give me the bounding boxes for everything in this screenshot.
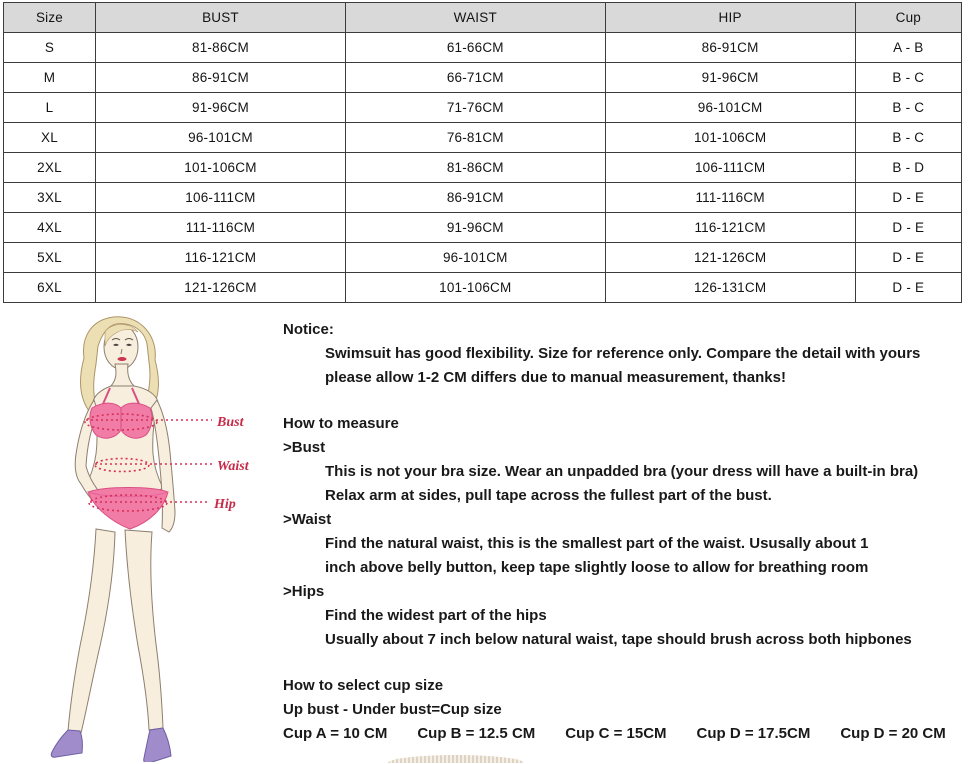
cup-cell: D - E: [855, 243, 961, 273]
bust-cell: 101-106CM: [95, 153, 345, 183]
waist-cell: 96-101CM: [345, 243, 605, 273]
column-header-cup: Cup: [855, 3, 961, 33]
waist-cell: 101-106CM: [345, 273, 605, 303]
cup-cell: D - E: [855, 213, 961, 243]
right-leg: [125, 530, 163, 730]
woman-sketch-illustration: [26, 316, 274, 762]
cup-cell: B - D: [855, 153, 961, 183]
measure-waist-line: Find the natural waist, this is the smallest part of the waist. Ususally about 1: [325, 535, 869, 552]
instructions-block: [283, 318, 969, 746]
size-cell: 6XL: [4, 273, 96, 303]
column-header-size: Size: [4, 3, 96, 33]
table-row: [4, 183, 962, 213]
size-cell: M: [4, 63, 96, 93]
cup-cell: B - C: [855, 123, 961, 153]
hip-cell: 91-96CM: [605, 63, 855, 93]
measure-waist-heading: >Waist: [283, 511, 332, 528]
bikini-bottom: [88, 488, 168, 530]
cup-size-title: How to select cup size: [283, 677, 444, 694]
notice-line: Swimsuit has good flexibility. Size for reference only. Compare the detail with yours: [325, 345, 921, 362]
table-row: [4, 33, 962, 63]
cropped-next-image-edge: [388, 755, 524, 763]
hip-cell: 86-91CM: [605, 33, 855, 63]
cup-size-values-row: [283, 722, 969, 746]
hip-cell: 96-101CM: [605, 93, 855, 123]
size-cell: 5XL: [4, 243, 96, 273]
measure-hips-line: Find the widest part of the hips: [325, 607, 547, 624]
bust-cell: 116-121CM: [95, 243, 345, 273]
bust-cell: 111-116CM: [95, 213, 345, 243]
measure-bust-heading: >Bust: [283, 439, 326, 456]
hip-label: Hip: [214, 497, 236, 512]
column-header-waist: WAIST: [345, 3, 605, 33]
waist-cell: 61-66CM: [345, 33, 605, 63]
cup-value: Cup D = 20 CM: [840, 725, 946, 742]
table-row: [4, 153, 962, 183]
measurement-figure: [26, 316, 274, 762]
size-cell: XL: [4, 123, 96, 153]
measure-waist-line: inch above belly button, keep tape slightly loose to allow for breathing room: [325, 559, 869, 576]
hip-cell: 116-121CM: [605, 213, 855, 243]
table-row: [4, 123, 962, 153]
waist-cell: 91-96CM: [345, 213, 605, 243]
table-row: [4, 63, 962, 93]
bust-cell: 86-91CM: [95, 63, 345, 93]
cup-cell: D - E: [855, 273, 961, 303]
bust-cell: 121-126CM: [95, 273, 345, 303]
table-row: [4, 273, 962, 303]
column-header-bust: BUST: [95, 3, 345, 33]
measure-hips-heading: >Hips: [283, 583, 325, 600]
waist-cell: 81-86CM: [345, 153, 605, 183]
cup-size-formula: Up bust - Under bust=Cup size: [283, 701, 502, 718]
table-row: [4, 243, 962, 273]
hip-cell: 101-106CM: [605, 123, 855, 153]
waist-cell: 71-76CM: [345, 93, 605, 123]
measure-bust-line: Relax arm at sides, pull tape across the fullest part of the bust.: [325, 487, 772, 504]
measure-hips-line: Usually about 7 inch below natural waist, tape should brush across both hipbones: [325, 631, 912, 648]
torso: [85, 386, 163, 495]
measure-bust-line: This is not your bra size. Wear an unpadded bra (your dress will have a built-in bra): [325, 463, 919, 480]
left-leg: [68, 529, 115, 733]
cup-value: Cup A = 10 CM: [283, 725, 388, 742]
cup-cell: D - E: [855, 183, 961, 213]
cup-cell: B - C: [855, 93, 961, 123]
right-heel-shoe: [144, 728, 171, 762]
bust-label: Bust: [217, 415, 244, 430]
cup-value: Cup C = 15CM: [565, 725, 667, 742]
hip-cell: 106-111CM: [605, 153, 855, 183]
hip-cell: 126-131CM: [605, 273, 855, 303]
size-cell: L: [4, 93, 96, 123]
cup-value: Cup B = 12.5 CM: [417, 725, 536, 742]
cup-cell: A - B: [855, 33, 961, 63]
waist-cell: 76-81CM: [345, 123, 605, 153]
left-heel-shoe: [51, 730, 82, 757]
column-header-hip: HIP: [605, 3, 855, 33]
waist-label: Waist: [217, 459, 249, 474]
table-header-row: [4, 3, 962, 33]
waist-cell: 86-91CM: [345, 183, 605, 213]
size-cell: S: [4, 33, 96, 63]
size-chart-table: [3, 2, 962, 303]
cup-cell: B - C: [855, 63, 961, 93]
cup-value: Cup D = 17.5CM: [696, 725, 811, 742]
bust-cell: 91-96CM: [95, 93, 345, 123]
lips: [118, 357, 127, 361]
bust-cell: 106-111CM: [95, 183, 345, 213]
bust-cell: 96-101CM: [95, 123, 345, 153]
table-row: [4, 213, 962, 243]
hip-cell: 111-116CM: [605, 183, 855, 213]
notice-line: please allow 1-2 CM differs due to manual measurement, thanks!: [325, 369, 786, 386]
hip-cell: 121-126CM: [605, 243, 855, 273]
size-cell: 3XL: [4, 183, 96, 213]
bust-cell: 81-86CM: [95, 33, 345, 63]
size-cell: 4XL: [4, 213, 96, 243]
table-row: [4, 93, 962, 123]
how-to-measure-title: How to measure: [283, 415, 399, 432]
size-cell: 2XL: [4, 153, 96, 183]
notice-title: Notice:: [283, 321, 334, 338]
waist-cell: 66-71CM: [345, 63, 605, 93]
